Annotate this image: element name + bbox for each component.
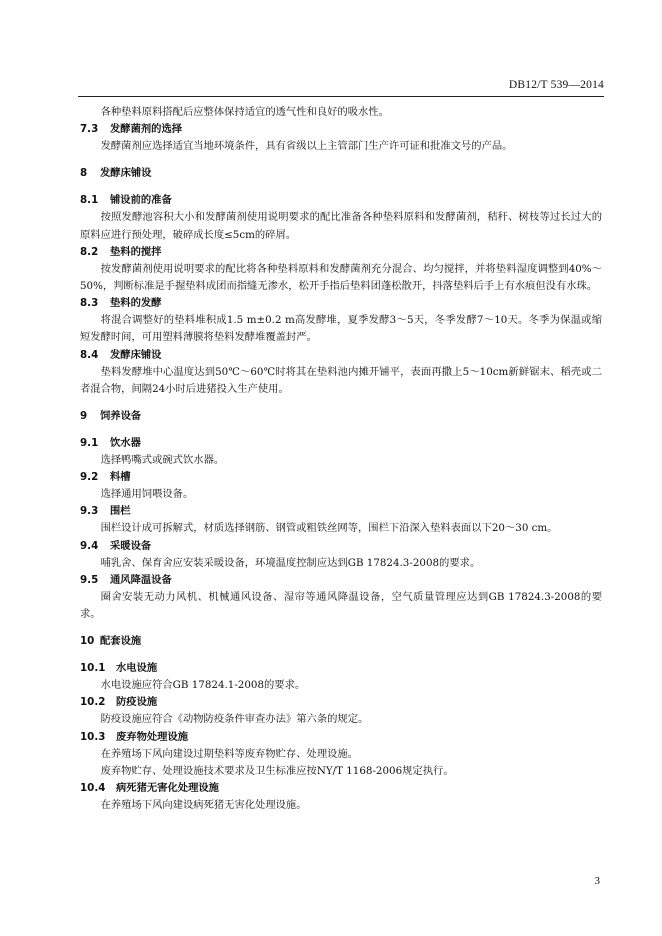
paragraph-9-2: 选择通用饲喂设备。 <box>100 488 194 501</box>
heading-number: 9.2 <box>80 471 99 484</box>
heading-title: 饲养设备 <box>100 410 142 423</box>
heading-number: 7.3 <box>80 123 99 136</box>
heading-title: 饮水器 <box>110 437 141 450</box>
paragraph-10-4: 在养殖场下风向建设病死猪无害化处理设施。 <box>100 799 307 812</box>
paragraph-8-1: 按照发酵池容积大小和发酵菌剂使用说明要求的配比准备各种垫料原料和发酵菌剂，秸秆、树枝等过长过大的原料应进行预处理，破碎成长度≤5cm的碎屑。 <box>80 211 602 241</box>
paragraph-8-4: 垫料发酵堆中心温度达到50℃～60℃时将其在垫料池内摊开铺平，表面再撒上5～10cm新鲜锯末、稻壳或二者混合物，间隔24小时后进猪投入生产使用。 <box>80 365 602 395</box>
paragraph-10-1: 水电设施应符合GB 17824.1-2008的要求。 <box>100 679 306 692</box>
heading-7-3 <box>80 121 602 138</box>
heading-number: 10.2 <box>80 696 106 709</box>
heading-9 <box>80 408 602 425</box>
heading-number: 8.4 <box>80 348 99 361</box>
heading-8 <box>80 165 602 182</box>
heading-number: 10.3 <box>80 730 106 743</box>
heading-10-1 <box>80 660 602 677</box>
heading-8-2 <box>80 244 602 261</box>
heading-title: 通风降温设备 <box>110 573 172 586</box>
heading-9-2 <box>80 469 602 486</box>
heading-10-4 <box>80 780 602 797</box>
paragraph-9-5: 圈舍安装无动力风机、机械通风设备、湿帘等通风降温设备，空气质量管理应达到GB 17824.3-2008的要求。 <box>80 590 602 621</box>
heading-9-5 <box>80 572 602 589</box>
heading-10-3 <box>80 729 602 746</box>
paragraph-8-3: 将混合调整好的垫料堆积成1.5 m±0.2 m高发酵堆，夏季发酵3～5天，冬季发酵7～10天。冬季为保温或缩短发酵时间，可用塑料薄膜将垫料发酵堆覆盖封严。 <box>80 314 602 344</box>
heading-number: 9.4 <box>80 539 99 552</box>
heading-number: 10.4 <box>80 782 106 795</box>
heading-title: 病死猪无害化处理设施 <box>116 782 219 795</box>
paragraph-7-3: 发酵菌剂应选择适宜当地环境条件，具有省级以上主管部门生产许可证和批准文号的产品。 <box>100 140 513 153</box>
page-number: 3 <box>594 875 600 887</box>
heading-title: 料槽 <box>110 471 131 484</box>
heading-title: 围栏 <box>110 505 131 518</box>
paragraph-9-3: 围栏设计成可拆解式，材质选择钢筋、钢管或粗铁丝网等，围栏下沿深入垫料表面以下20～30 cm。 <box>100 522 558 535</box>
heading-9-1 <box>80 435 602 452</box>
heading-title: 水电设施 <box>116 662 158 675</box>
paragraph-10-2: 防疫设施应符合《动物防疫条件审查办法》第六条的规定。 <box>100 713 369 726</box>
heading-number: 10 <box>80 635 95 648</box>
heading-number: 10.1 <box>80 662 106 675</box>
paragraph-8-2: 按发酵菌剂使用说明要求的配比将各种垫料原料和发酵菌剂充分混合、均匀搅拌，并将垫料湿度调整到40%～50%，判断标准是手握垫料成团而指缝无渗水，松开手指后垫料团蓬松散开，抖落垫料后手上有水痕但没有水珠。 <box>80 262 602 293</box>
paragraph-9-1: 选择鸭嘴式或碗式饮水器。 <box>100 454 225 467</box>
heading-9-4 <box>80 538 602 555</box>
page-body <box>80 104 602 814</box>
heading-number: 8.3 <box>80 297 99 310</box>
heading-8-1 <box>80 192 602 209</box>
heading-title: 垫料的发酵 <box>110 297 162 310</box>
heading-10 <box>80 633 602 650</box>
heading-9-3 <box>80 503 602 520</box>
document-number: DB12/T 539—2014 <box>508 79 604 91</box>
heading-number: 9.3 <box>80 505 99 518</box>
paragraph-10-3-b: 废弃物贮存、处理设施技术要求及卫生标准应按NY/T 1168-2006规定执行。 <box>100 764 454 777</box>
heading-10-2 <box>80 694 602 711</box>
heading-number: 9.5 <box>80 573 99 586</box>
heading-8-3 <box>80 295 602 312</box>
heading-title: 防疫设施 <box>116 696 158 709</box>
heading-title: 采暖设备 <box>110 539 152 552</box>
heading-title: 废弃物处理设施 <box>116 730 189 743</box>
paragraph-7-intro: 各种垫料原料搭配后应整体保持适宜的透气性和良好的吸水性。 <box>100 106 389 118</box>
heading-title: 配套设施 <box>100 635 142 648</box>
paragraph-9-4: 哺乳舍、保育舍应安装采暖设备，环境温度控制应达到GB 17824.3-2008的要求。 <box>100 556 481 569</box>
heading-title: 垫料的搅拌 <box>110 245 162 258</box>
heading-title: 发酵菌剂的选择 <box>110 123 183 136</box>
heading-title: 发酵床铺设 <box>110 348 162 361</box>
heading-number: 8 <box>80 167 88 180</box>
heading-number: 8.1 <box>80 194 99 207</box>
header-rule <box>78 96 604 97</box>
heading-number: 8.2 <box>80 245 99 258</box>
heading-title: 发酵床铺设 <box>100 167 152 180</box>
heading-number: 9.1 <box>80 437 99 450</box>
heading-title: 铺设前的准备 <box>110 194 172 207</box>
paragraph-10-3-a: 在养殖场下风向建设过期垫料等废弃物贮存、处理设施。 <box>100 747 359 760</box>
heading-8-4 <box>80 347 602 364</box>
heading-number: 9 <box>80 410 88 423</box>
